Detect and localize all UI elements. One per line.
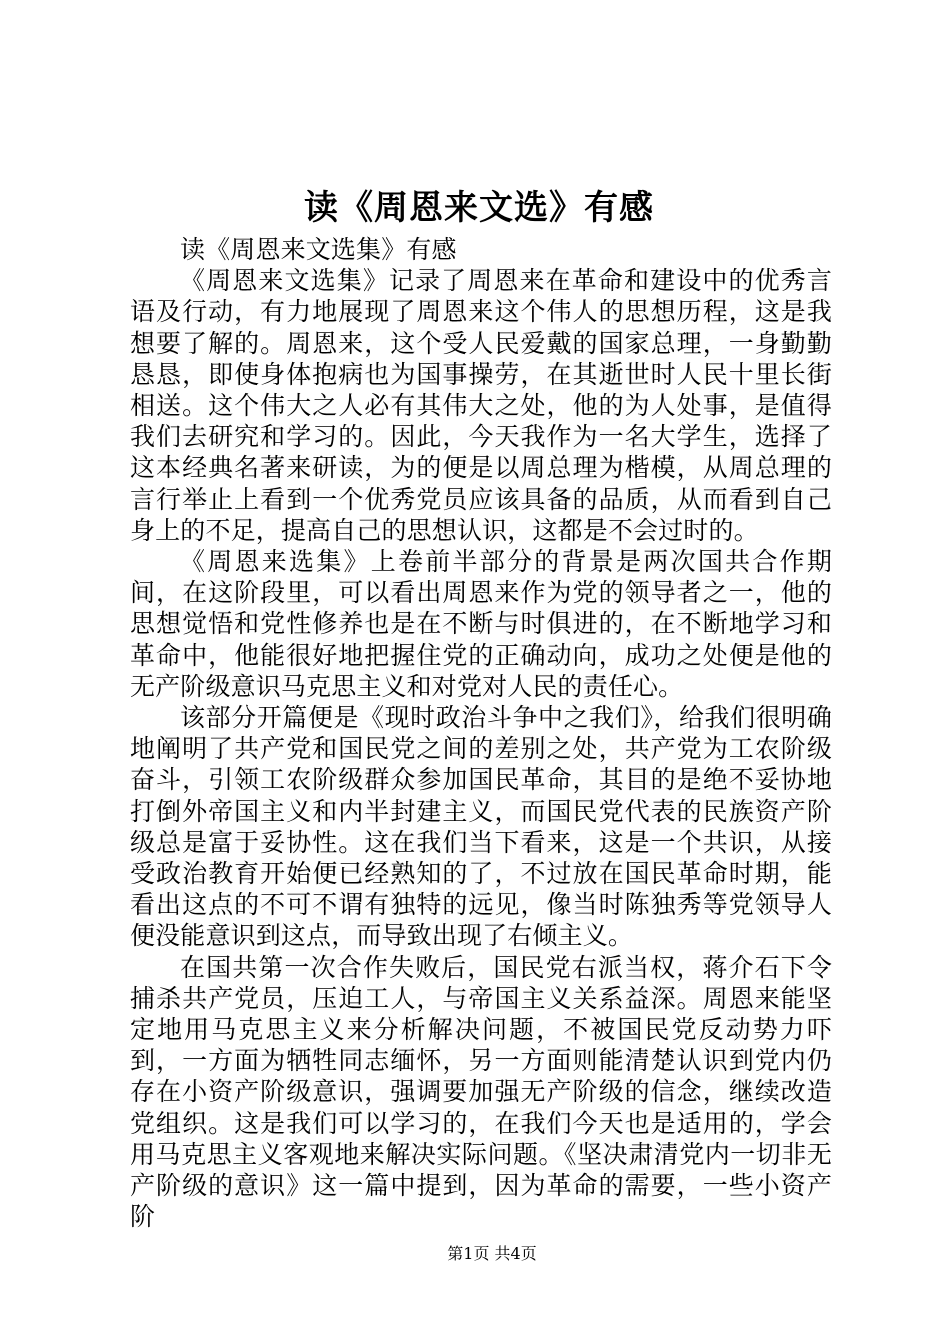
document-title: 读《周恩来文选》有感 xyxy=(304,188,654,228)
paragraph: 在国共第一次合作失败后，国民党右派当权，蒋介石下令捕杀共产党员，压迫工人，与帝国主义关系益深。周恩来能坚定地用马克思主义来分析解决问题，不被国民党反动势力吓到，一方面为牺牲同志缅怀，另一方面则能清楚认识到党内仍存在小资产阶级意识，强调要加强无产阶级的信念，继续改造党组织。这是我们可以学习的，在我们今天也是适用的，学会用马克思主义客观地来解决实际问题。《坚决肃清党内一切非无产阶级的意识》这一篇中提到，因为革命的需要，一些小资产阶 xyxy=(130,952,832,1232)
paragraph: 该部分开篇便是《现时政治斗争中之我们》，给我们很明确地阐明了共产党和国民党之间的差别之处，共产党为工农阶级奋斗，引领工农阶级群众参加国民革命，其目的是绝不妥协地打倒外帝国主义和内半封建主义，而国民党代表的民族资产阶级总是富于妥协性。这在我们当下看来，这是一个共识，从接受政治教育开始便已经熟知的了，不过放在国民革命时期，能看出这点的不可不谓有独特的远见，像当时陈独秀等党领导人便没能意识到这点，而导致出现了右倾主义。 xyxy=(130,703,832,951)
paragraph: 《周恩来选集》上卷前半部分的背景是两次国共合作期间，在这阶段里，可以看出周恩来作为党的领导者之一，他的思想觉悟和党性修养也是在不断与时俱进的，在不断地学习和革命中，他能很好地把握住党的正确动向，成功之处便是他的无产阶级意识马克思主义和对党对人民的责任心。 xyxy=(130,547,832,701)
paragraph: 《周恩来文选集》记录了周恩来在革命和建设中的优秀言语及行动，有力地展现了周恩来这个伟人的思想历程，这是我想要了解的。周恩来，这个受人民爱戴的国家总理，一身勤勤恳恳，即使身体抱病也为国事操劳，在其逝世时人民十里长街相送。这个伟大之人必有其伟大之处，他的为人处事，是值得我们去研究和学习的。因此，今天我作为一名大学生，选择了这本经典名著来研读，为的便是以周总理为楷模，从周总理的言行举止上看到一个优秀党员应该具备的品质，从而看到自己身上的不足，提高自己的思想认识，这都是不会过时的。 xyxy=(130,266,832,545)
paragraph-subtitle: 读《周恩来文选集》有感 xyxy=(180,235,457,264)
document-body xyxy=(130,234,832,1233)
page-number-footer: 第1页 共4页 xyxy=(447,1244,537,1263)
